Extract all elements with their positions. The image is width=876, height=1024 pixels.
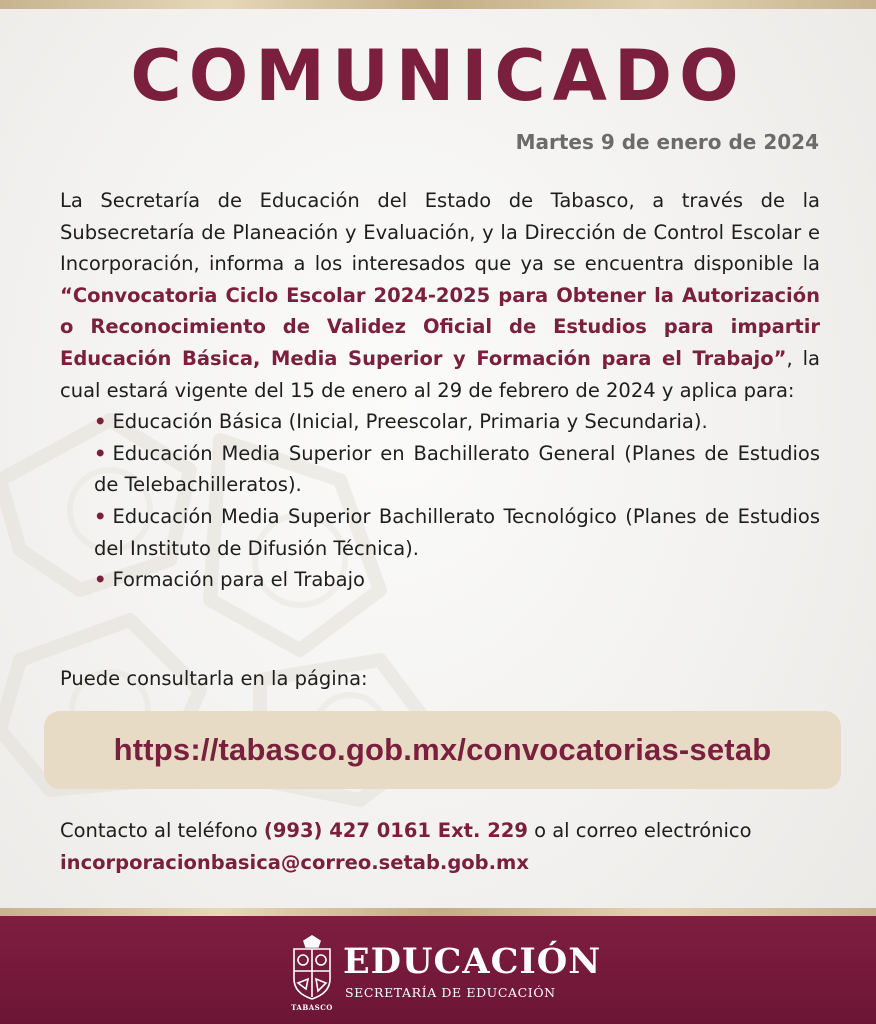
- bullet-icon: •: [94, 410, 107, 434]
- footer-subtitle: SECRETARÍA DE EDUCACIÓN: [345, 985, 556, 1000]
- convocatoria-link[interactable]: https://tabasco.gob.mx/convocatorias-setab: [113, 732, 772, 767]
- list-item: [60, 406, 820, 438]
- list-item: [60, 438, 820, 501]
- contact-middle: o al correo electrónico: [527, 819, 752, 842]
- contact-info: [60, 815, 830, 878]
- list-item-text: Educación Media Superior en Bachillerato General (Planes de Estudios de Telebachilleratos).: [94, 441, 820, 497]
- page-title: COMUNICADO: [130, 35, 746, 117]
- top-gold-stripe: [0, 0, 876, 9]
- bullet-icon: •: [94, 568, 107, 592]
- list-item-text: Educación Básica (Inicial, Preescolar, Primaria y Secundaria).: [112, 410, 708, 434]
- bullet-icon: •: [94, 441, 107, 465]
- list-item-text: Formación para el Trabajo: [112, 568, 365, 592]
- contact-prefix: Contacto al teléfono: [60, 819, 264, 842]
- contact-phone[interactable]: (993) 427 0161 Ext. 229: [263, 819, 528, 842]
- outro-text: , la cual estará vigente del 15 de enero al 29 de febrero de 2024 y aplica para:: [60, 346, 821, 402]
- applicability-list: [60, 406, 820, 596]
- footer-gold-stripe: [0, 908, 876, 916]
- announcement-body: [60, 185, 820, 596]
- crest-label: TABASCO: [291, 1003, 333, 1012]
- tabasco-crest-icon: [288, 935, 336, 1001]
- list-item: [60, 564, 820, 596]
- list-item: [60, 501, 820, 564]
- call-title-highlight: “Convocatoria Ciclo Escolar 2024-2025 para Obtener la Autorización o Reconocimiento de Validez Oficial de Estudios para impartir Educación Básica, Media Superior y Formación para el Trabajo”: [60, 283, 820, 370]
- contact-email-link[interactable]: incorporacionbasica@correo.setab.gob.mx: [60, 850, 529, 874]
- footer-brand: EDUCACIÓN: [343, 941, 602, 982]
- bullet-icon: •: [94, 504, 107, 528]
- publication-date: Martes 9 de enero de 2024: [515, 130, 819, 154]
- intro-text: La Secretaría de Educación del Estado de Tabasco, a través de la Subsecretaría de Planeación y Evaluación, y la Dirección de Control Escolar e Incorporación, informa a los interesados que ya se encuentra disponible la: [60, 189, 820, 276]
- list-item-text: Educación Media Superior Bachillerato Tecnológico (Planes de Estudios del Instituto de Difusión Técnica).: [94, 504, 820, 560]
- consult-label: Puede consultarla en la página:: [60, 667, 368, 690]
- url-box[interactable]: [44, 711, 841, 789]
